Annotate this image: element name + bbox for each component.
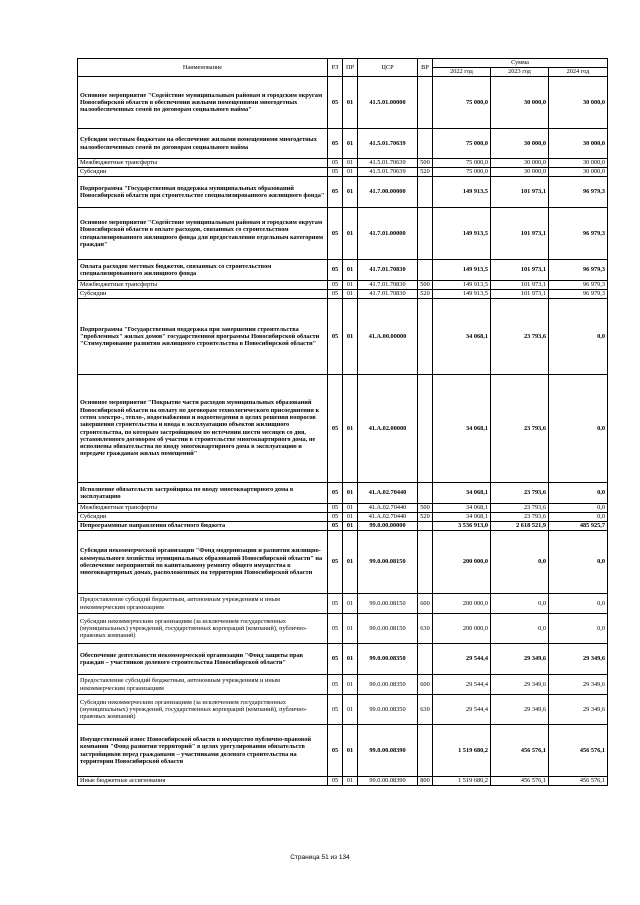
row-sum-2022: 34 068,1 — [433, 299, 491, 375]
row-vr: 630 — [418, 614, 433, 644]
row-name: Субсидии некоммерческим организациям (за исключением государственных (муниципальных) учреждений, государственных корпораций (компаний), публично-правовых компаний) — [78, 614, 328, 644]
row-rz: 05 — [328, 77, 343, 129]
row-vr — [418, 483, 433, 504]
row-sum-2024: 0,0 — [549, 531, 608, 594]
header-sum: Сумма — [433, 59, 608, 68]
row-name: Субсидия некоммерческой организации "Фонд модернизации и развития жилищно-коммунального хозяйства муниципальных образований Новосибирской области" на обеспечение мероприятий по капитальному ремонту общего имущества в многоквартирных домах, расположенных на территории Новосибирской области — [78, 531, 328, 594]
row-sum-2023: 29 349,6 — [491, 644, 549, 675]
row-sum-2023: 23 793,6 — [491, 299, 549, 375]
row-sum-2023: 0,0 — [491, 531, 549, 594]
row-rz: 05 — [328, 260, 343, 281]
row-sum-2023: 30 000,0 — [491, 168, 549, 177]
row-sum-2022: 29 544,4 — [433, 644, 491, 675]
row-sum-2022: 34 068,1 — [433, 504, 491, 513]
row-csr: 99.0.00.08390 — [358, 725, 418, 777]
row-name: Субсидии — [78, 168, 328, 177]
row-sum-2023: 23 793,6 — [491, 513, 549, 522]
row-name: Субсидии некоммерческим организациям (за исключением государственных (муниципальных) учреждений, государственных корпораций (компаний), публично-правовых компаний) — [78, 695, 328, 725]
row-sum-2023: 23 793,6 — [491, 504, 549, 513]
row-sum-2022: 149 913,5 — [433, 177, 491, 208]
row-pr: 01 — [343, 675, 358, 695]
row-csr: 41.7.01.70830 — [358, 260, 418, 281]
row-sum-2024: 96 979,3 — [549, 281, 608, 290]
row-sum-2023: 101 973,1 — [491, 260, 549, 281]
row-sum-2022: 34 068,1 — [433, 513, 491, 522]
table-row — [78, 159, 608, 168]
row-rz: 05 — [328, 522, 343, 531]
row-name: Основное мероприятие "Содействие муниципальным районам и городским округам Новосибирской области в оплате расходов, связанных со строительством специализированного жилищного фонда для предоставления отдельным категориям граждан" — [78, 208, 328, 260]
row-csr: 41.А.02.70440 — [358, 513, 418, 522]
header-rz: РЗ — [328, 59, 343, 77]
row-csr: 99.0.00.00000 — [358, 522, 418, 531]
row-name: Субсидии местным бюджетам на обеспечение жилыми помещениями многодетных малообеспеченных семей по договорам социального найма — [78, 129, 328, 159]
row-sum-2022: 149 913,5 — [433, 260, 491, 281]
page-number: Страница 51 из 134 — [290, 854, 350, 861]
row-sum-2022: 75 000,0 — [433, 129, 491, 159]
row-rz: 05 — [328, 168, 343, 177]
row-sum-2024: 29 349,6 — [549, 695, 608, 725]
row-sum-2023: 30 000,0 — [491, 129, 549, 159]
row-sum-2022: 200 000,0 — [433, 594, 491, 614]
table-row — [78, 177, 608, 208]
row-csr: 41.А.02.70440 — [358, 483, 418, 504]
row-rz: 05 — [328, 159, 343, 168]
row-name: Основное мероприятие "Покрытие части расходов муниципальных образований Новосибирской области на оплату по договорам технологического присоединения к сетям электро-, тепло-, водоснабжения и водоотведения в целях решения вопросов завершения строительства и ввода в эксплуатацию объектов жилищного строительства, по которым застройщиком по истечении шести месяцев со дня, установленного договором об участии в строительстве многоквартирного дома, не исполнены обязательства по вводу многоквартирного дома в эксплуатацию и передаче гражданам жилых помещений" — [78, 375, 328, 483]
row-name: Предоставление субсидий бюджетным, автономным учреждениям и иным некоммерческим организациям — [78, 675, 328, 695]
row-vr: 800 — [418, 777, 433, 786]
row-name: Исполнение обязательств застройщика по вводу многоквартирного дома в эксплуатацию — [78, 483, 328, 504]
row-sum-2024: 29 349,6 — [549, 644, 608, 675]
row-rz: 05 — [328, 290, 343, 299]
row-csr: 99.0.00.08390 — [358, 777, 418, 786]
row-rz: 05 — [328, 644, 343, 675]
row-sum-2022: 75 000,0 — [433, 159, 491, 168]
row-pr: 01 — [343, 695, 358, 725]
row-vr — [418, 644, 433, 675]
row-pr: 01 — [343, 159, 358, 168]
row-vr: 520 — [418, 168, 433, 177]
row-sum-2024: 30 000,0 — [549, 77, 608, 129]
row-csr: 99.0.00.08350 — [358, 675, 418, 695]
row-sum-2023: 23 793,6 — [491, 375, 549, 483]
row-pr: 01 — [343, 594, 358, 614]
row-pr: 01 — [343, 513, 358, 522]
row-name: Основное мероприятие "Содействие муниципальным районам и городским округам Новосибирской области в обеспечении жилыми помещениями многодетных малообеспеченных семей по договорам социального найма" — [78, 77, 328, 129]
table-row — [78, 281, 608, 290]
row-sum-2022: 149 913,5 — [433, 208, 491, 260]
row-sum-2022: 75 000,0 — [433, 77, 491, 129]
row-vr — [418, 375, 433, 483]
table-row — [78, 522, 608, 531]
budget-table — [77, 58, 608, 786]
row-name: Субсидии — [78, 290, 328, 299]
row-pr: 01 — [343, 531, 358, 594]
row-sum-2023: 101 973,1 — [491, 281, 549, 290]
row-sum-2023: 456 576,1 — [491, 725, 549, 777]
row-vr — [418, 177, 433, 208]
row-vr — [418, 725, 433, 777]
table-row — [78, 299, 608, 375]
row-sum-2024: 0,0 — [549, 483, 608, 504]
row-csr: 99.0.00.08150 — [358, 614, 418, 644]
row-sum-2024: 0,0 — [549, 513, 608, 522]
header-csr: ЦСР — [358, 59, 418, 77]
row-vr — [418, 522, 433, 531]
row-pr: 01 — [343, 504, 358, 513]
row-sum-2022: 149 913,5 — [433, 290, 491, 299]
row-sum-2024: 29 349,6 — [549, 675, 608, 695]
row-pr: 01 — [343, 129, 358, 159]
row-sum-2022: 34 068,1 — [433, 483, 491, 504]
row-pr: 01 — [343, 168, 358, 177]
header-year-2024: 2024 год — [549, 68, 608, 77]
row-sum-2022: 149 913,5 — [433, 281, 491, 290]
row-pr: 01 — [343, 483, 358, 504]
row-pr: 01 — [343, 208, 358, 260]
row-sum-2023: 456 576,1 — [491, 777, 549, 786]
row-pr: 01 — [343, 522, 358, 531]
row-csr: 41.7.00.00000 — [358, 177, 418, 208]
row-vr: 500 — [418, 281, 433, 290]
row-csr: 41.7.01.70830 — [358, 290, 418, 299]
row-sum-2023: 30 000,0 — [491, 159, 549, 168]
row-pr: 01 — [343, 777, 358, 786]
table-row — [78, 375, 608, 483]
row-csr: 41.А.02.00000 — [358, 375, 418, 483]
row-sum-2023: 0,0 — [491, 614, 549, 644]
row-sum-2023: 23 793,6 — [491, 483, 549, 504]
row-rz: 05 — [328, 531, 343, 594]
row-rz: 05 — [328, 675, 343, 695]
row-name: Иные бюджетные ассигнования — [78, 777, 328, 786]
row-sum-2022: 34 068,1 — [433, 375, 491, 483]
table-body — [78, 77, 608, 786]
row-sum-2023: 29 349,6 — [491, 675, 549, 695]
row-sum-2024: 30 000,0 — [549, 168, 608, 177]
header-year-2022: 2022 год — [433, 68, 491, 77]
row-rz: 05 — [328, 129, 343, 159]
row-rz: 05 — [328, 208, 343, 260]
row-name: Обеспечение деятельности некоммерческой организации "Фонд защиты прав граждан – участников долевого строительства Новосибирской области" — [78, 644, 328, 675]
header-year-2023: 2023 год — [491, 68, 549, 77]
row-sum-2023: 101 973,1 — [491, 290, 549, 299]
row-vr — [418, 299, 433, 375]
row-vr: 500 — [418, 504, 433, 513]
row-vr — [418, 260, 433, 281]
row-sum-2024: 456 576,1 — [549, 725, 608, 777]
row-sum-2022: 3 536 913,0 — [433, 522, 491, 531]
row-sum-2023: 2 618 521,9 — [491, 522, 549, 531]
row-name: Оплата расходов местных бюджетов, связанных со строительством специализированного жилищного фонда — [78, 260, 328, 281]
row-name: Межбюджетные трансферты — [78, 504, 328, 513]
table-row — [78, 531, 608, 594]
row-sum-2024: 0,0 — [549, 594, 608, 614]
table-row — [78, 208, 608, 260]
row-csr: 41.А.02.70440 — [358, 504, 418, 513]
header-vr: ВР — [418, 59, 433, 77]
row-vr — [418, 531, 433, 594]
row-sum-2022: 75 000,0 — [433, 168, 491, 177]
row-rz: 05 — [328, 725, 343, 777]
table-row — [78, 695, 608, 725]
row-rz: 05 — [328, 594, 343, 614]
row-sum-2024: 456 576,1 — [549, 777, 608, 786]
table-row — [78, 290, 608, 299]
table-row — [78, 644, 608, 675]
row-sum-2022: 1 519 680,2 — [433, 777, 491, 786]
row-pr: 01 — [343, 614, 358, 644]
header-pr: ПР — [343, 59, 358, 77]
row-name: Непрограммные направления областного бюджета — [78, 522, 328, 531]
row-rz: 05 — [328, 504, 343, 513]
row-csr: 41.А.00.00000 — [358, 299, 418, 375]
table-header — [78, 59, 608, 77]
row-sum-2024: 96 979,3 — [549, 177, 608, 208]
row-sum-2023: 29 349,6 — [491, 695, 549, 725]
row-vr: 520 — [418, 290, 433, 299]
row-csr: 41.7.01.00000 — [358, 208, 418, 260]
row-csr: 41.5.01.70639 — [358, 168, 418, 177]
row-name: Имущественный взнос Новосибирской области в имущество публично-правовой компании "Фонд развития территорий" в целях урегулирования обязательств застройщиков перед гражданами – участниками долевого строительства на территории Новосибирской области — [78, 725, 328, 777]
row-name: Межбюджетные трансферты — [78, 281, 328, 290]
row-sum-2024: 96 979,3 — [549, 260, 608, 281]
row-sum-2024: 30 000,0 — [549, 129, 608, 159]
row-sum-2024: 96 979,3 — [549, 208, 608, 260]
row-rz: 05 — [328, 177, 343, 208]
table-row — [78, 675, 608, 695]
table-row — [78, 594, 608, 614]
row-rz: 05 — [328, 483, 343, 504]
row-sum-2023: 0,0 — [491, 594, 549, 614]
row-rz: 05 — [328, 281, 343, 290]
row-csr: 41.5.01.70639 — [358, 159, 418, 168]
table-row — [78, 777, 608, 786]
row-name: Подпрограмма "Государственная поддержка при завершении строительства "проблемных" жилых домов" государственной программы Новосибирской области "Стимулирование развития жилищного строительства в Новосибирской области" — [78, 299, 328, 375]
row-sum-2023: 101 973,1 — [491, 177, 549, 208]
row-csr: 41.7.01.70830 — [358, 281, 418, 290]
row-vr: 600 — [418, 675, 433, 695]
row-csr: 41.5.01.00000 — [358, 77, 418, 129]
row-pr: 01 — [343, 644, 358, 675]
row-vr: 600 — [418, 594, 433, 614]
row-csr: 99.0.00.08350 — [358, 644, 418, 675]
row-sum-2024: 0,0 — [549, 299, 608, 375]
row-pr: 01 — [343, 260, 358, 281]
row-name: Подпрограмма "Государственная поддержка муниципальных образований Новосибирской области при строительстве специализированного жилищного фонда" — [78, 177, 328, 208]
row-sum-2023: 30 000,0 — [491, 77, 549, 129]
row-sum-2024: 96 979,3 — [549, 290, 608, 299]
table-row — [78, 260, 608, 281]
row-csr: 99.0.00.08350 — [358, 695, 418, 725]
row-csr: 99.0.00.08150 — [358, 531, 418, 594]
row-pr: 01 — [343, 299, 358, 375]
row-rz: 05 — [328, 299, 343, 375]
table-row — [78, 725, 608, 777]
table-row — [78, 77, 608, 129]
row-pr: 01 — [343, 281, 358, 290]
row-pr: 01 — [343, 290, 358, 299]
row-rz: 05 — [328, 614, 343, 644]
row-rz: 05 — [328, 695, 343, 725]
table-row — [78, 129, 608, 159]
row-vr — [418, 77, 433, 129]
table-row — [78, 513, 608, 522]
row-sum-2024: 0,0 — [549, 504, 608, 513]
row-sum-2022: 200 000,0 — [433, 614, 491, 644]
row-pr: 01 — [343, 177, 358, 208]
row-vr: 500 — [418, 159, 433, 168]
row-sum-2024: 30 000,0 — [549, 159, 608, 168]
row-sum-2024: 0,0 — [549, 375, 608, 483]
row-rz: 05 — [328, 375, 343, 483]
row-csr: 99.0.00.08150 — [358, 594, 418, 614]
row-sum-2023: 101 973,1 — [491, 208, 549, 260]
row-name: Субсидии — [78, 513, 328, 522]
row-sum-2022: 29 544,4 — [433, 675, 491, 695]
table-row — [78, 614, 608, 644]
row-name: Предоставление субсидий бюджетным, автономным учреждениям и иным некоммерческим организациям — [78, 594, 328, 614]
header-name: Наименование — [78, 59, 328, 77]
row-sum-2022: 200 000,0 — [433, 531, 491, 594]
row-pr: 01 — [343, 77, 358, 129]
table-row — [78, 483, 608, 504]
row-vr: 630 — [418, 695, 433, 725]
row-rz: 05 — [328, 777, 343, 786]
row-name: Межбюджетные трансферты — [78, 159, 328, 168]
table-row — [78, 168, 608, 177]
row-sum-2022: 29 544,4 — [433, 695, 491, 725]
row-sum-2024: 485 925,7 — [549, 522, 608, 531]
row-sum-2022: 1 519 680,2 — [433, 725, 491, 777]
row-pr: 01 — [343, 375, 358, 483]
row-vr: 520 — [418, 513, 433, 522]
row-rz: 05 — [328, 513, 343, 522]
row-pr: 01 — [343, 725, 358, 777]
row-sum-2024: 0,0 — [549, 614, 608, 644]
row-csr: 41.5.01.70639 — [358, 129, 418, 159]
row-vr — [418, 208, 433, 260]
row-vr — [418, 129, 433, 159]
table-row — [78, 504, 608, 513]
